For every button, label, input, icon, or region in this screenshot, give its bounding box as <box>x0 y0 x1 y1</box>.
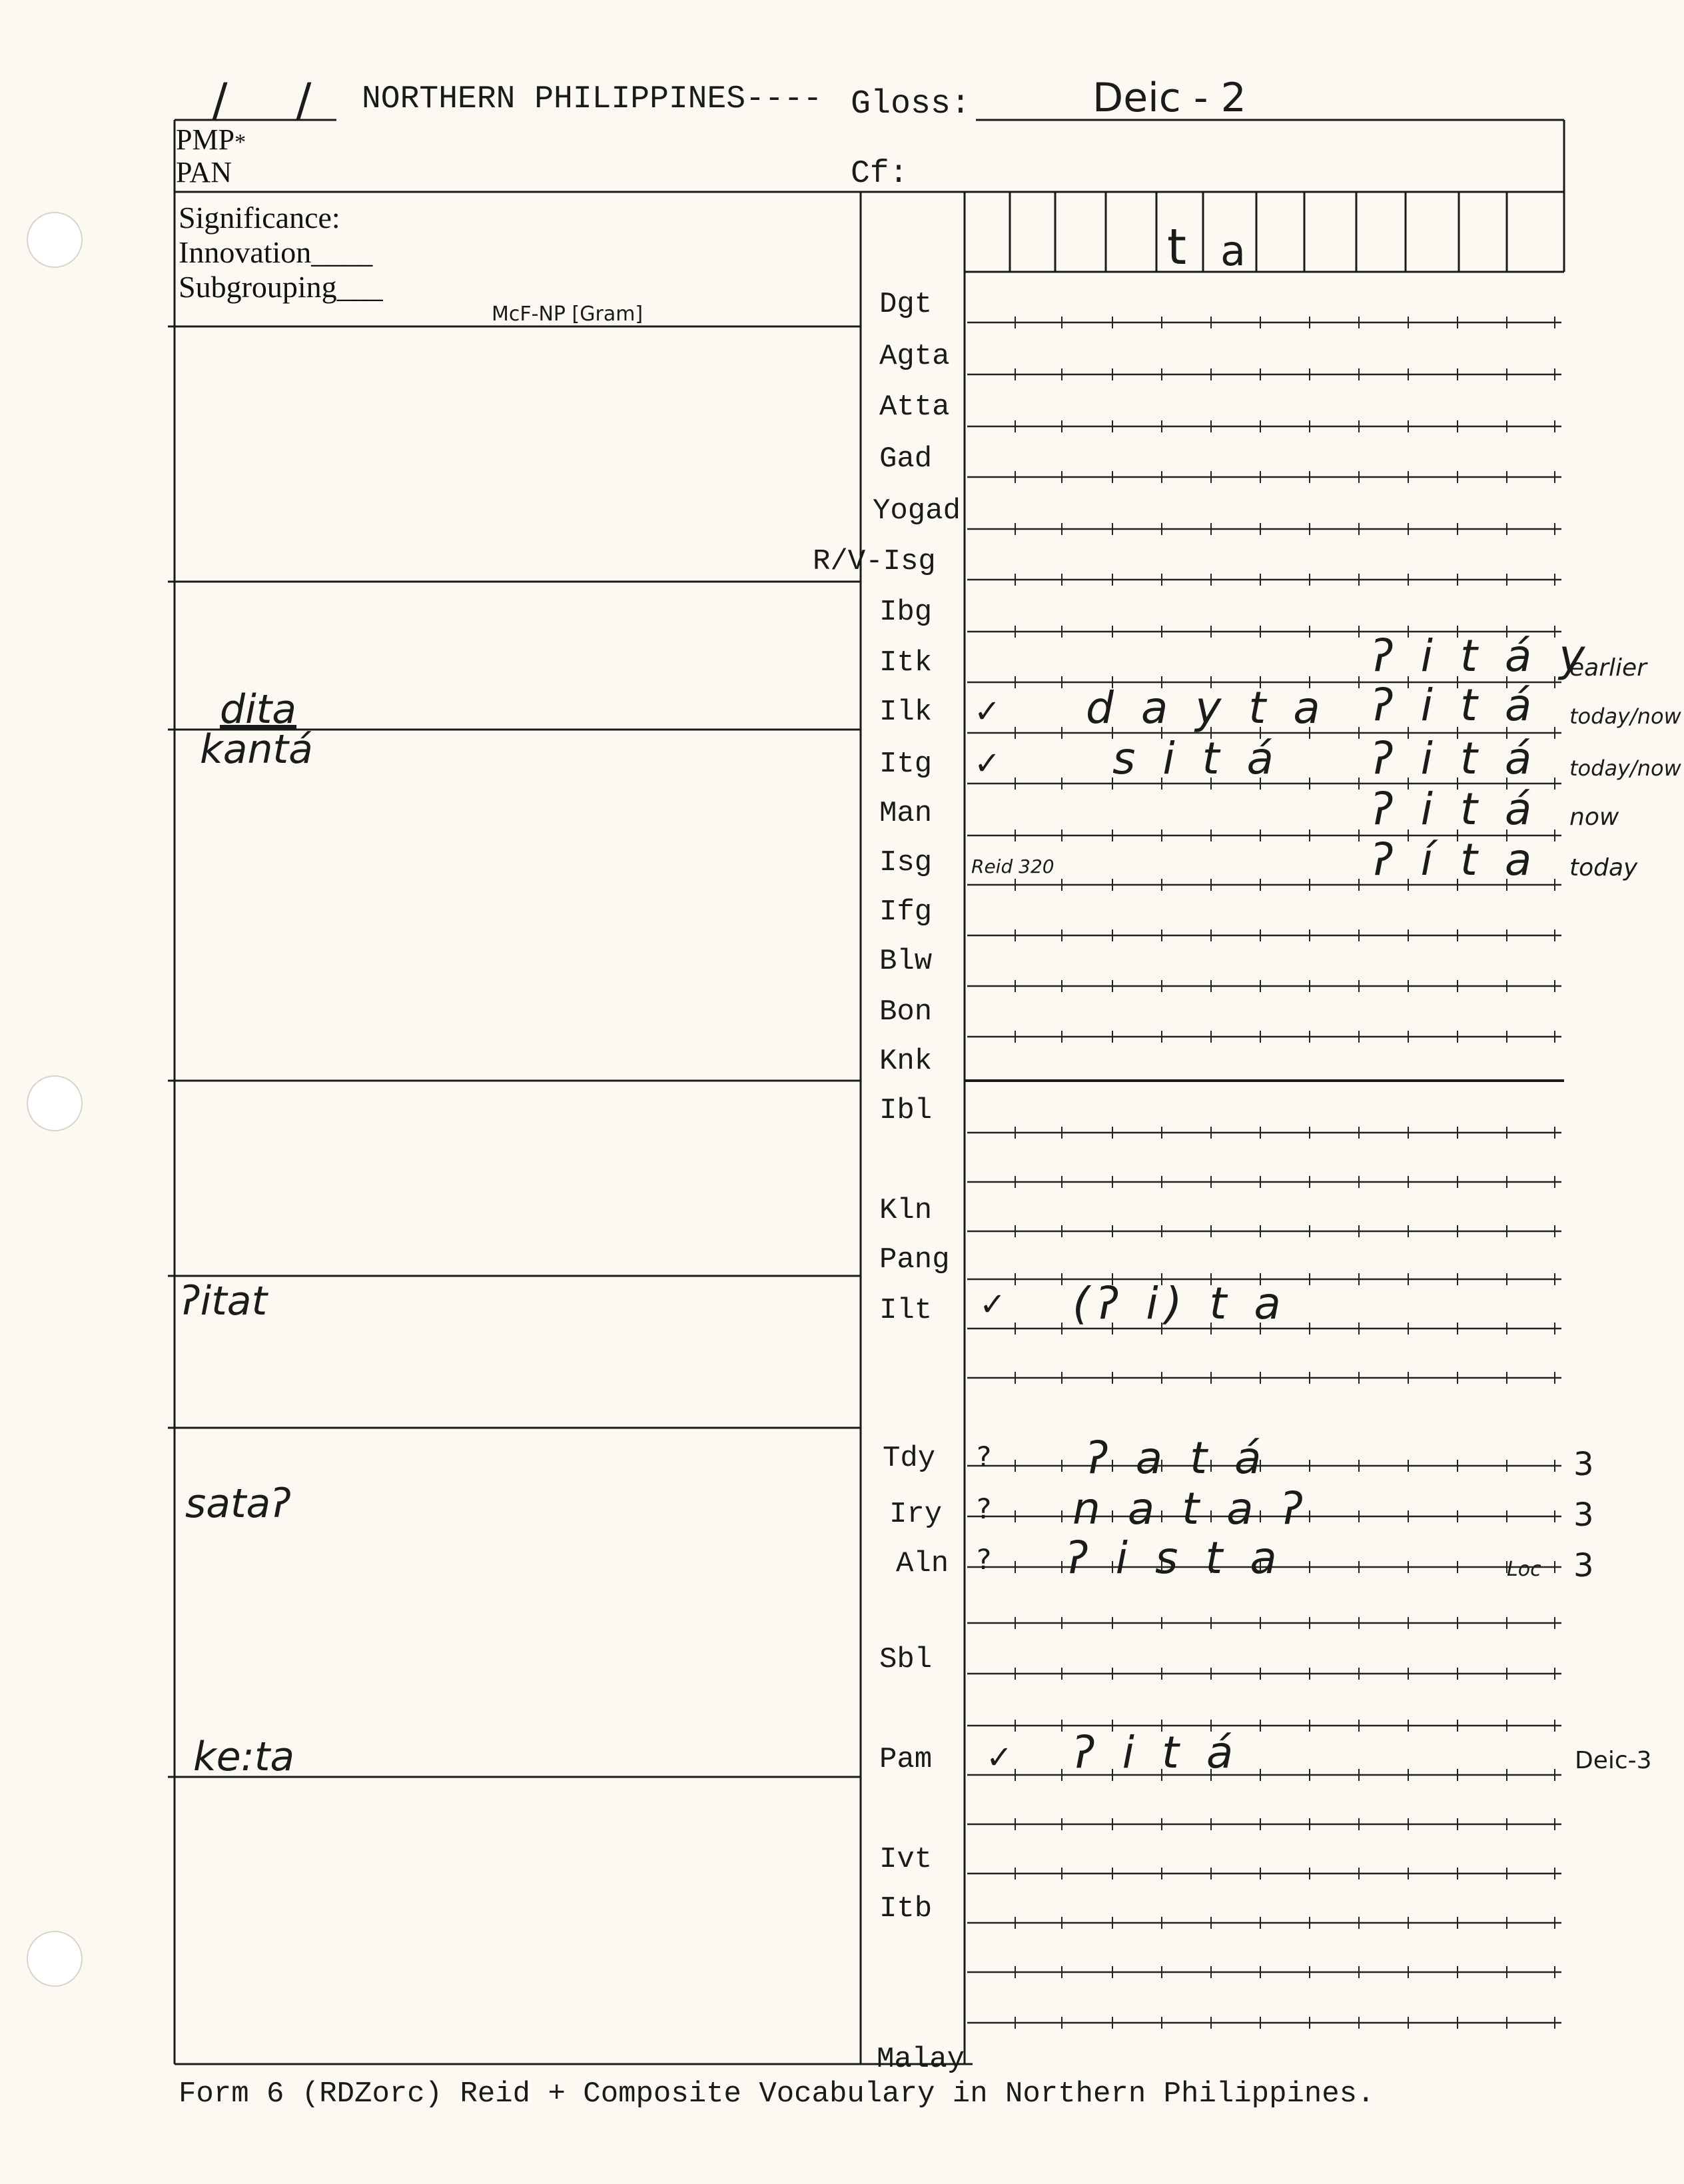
entry-man-form-right: ʔ i t á <box>1371 784 1539 835</box>
lang-rv-isg: R/V-Isg <box>813 545 936 578</box>
entry-itg-form-right: ʔ i t á <box>1371 733 1539 784</box>
entry-ilk-form-right: ʔ i t á <box>1371 680 1539 731</box>
lang-pam: Pam <box>879 1743 933 1776</box>
entry-pam-note: Deic-3 <box>1575 1747 1652 1774</box>
lang-dgt: Dgt <box>879 288 933 321</box>
entry-aln-note-prefix: Loc <box>1507 1558 1541 1581</box>
lang-man: Man <box>879 797 933 830</box>
lang-itk: Itk <box>879 646 933 680</box>
lang-bon: Bon <box>879 995 933 1029</box>
entry-itg-note: today/now <box>1569 756 1681 781</box>
lang-malay: Malay <box>877 2043 965 2076</box>
entry-isg-ref: Reid 320 <box>971 855 1054 877</box>
entry-iry-mark: ? <box>977 1492 992 1525</box>
entry-ilk-form-left: d a y t a <box>1086 682 1327 734</box>
form-title: NORTHERN PHILIPPINES---- <box>362 81 823 117</box>
form-footer: Form 6 (RDZorc) Reid + Composite Vocabulary in Northern Philippines. <box>179 2077 1375 2111</box>
pmp-text: PMP <box>176 123 235 156</box>
lang-iry: Iry <box>889 1498 943 1531</box>
lang-itg: Itg <box>879 748 933 781</box>
source-note: McF-NP [Gram] <box>492 302 643 326</box>
lang-aln: Aln <box>896 1547 949 1580</box>
lang-knk: Knk <box>879 1045 933 1078</box>
lang-tdy: Tdy <box>883 1442 936 1475</box>
reconstruction-letter-2: a <box>1220 227 1246 275</box>
lang-isg: Isg <box>879 846 933 879</box>
entry-iry-note: 3 <box>1573 1496 1594 1534</box>
lang-blw: Blw <box>879 945 933 978</box>
entry-itk-note: earlier <box>1569 654 1647 682</box>
lang-ilt: Ilt <box>879 1294 933 1327</box>
entry-iry-form-left: n a t a ʔ <box>1072 1483 1310 1534</box>
lang-kln: Kln <box>879 1194 933 1227</box>
entry-itg-form-left: s i t á <box>1112 733 1280 784</box>
entry-ilk-note: today/now <box>1569 704 1681 729</box>
cf-label: Cf: <box>851 156 909 192</box>
lang-ibg: Ibg <box>879 596 933 629</box>
entry-aln-mark: ? <box>977 1543 992 1576</box>
lang-pang: Pang <box>879 1243 950 1277</box>
pmp-star: * <box>234 130 246 155</box>
left-form-kanta: kantá <box>200 726 313 773</box>
entry-ilt-form-left: (ʔ i) t a <box>1072 1278 1288 1329</box>
left-form-keta: ke:ta <box>193 1734 295 1780</box>
gloss-label: Gloss: <box>851 85 971 123</box>
subgrouping-label: Subgrouping___ <box>179 270 383 304</box>
lang-ifg: Ifg <box>879 895 933 929</box>
entry-tdy-mark: ? <box>977 1440 992 1473</box>
entry-isg-note: today <box>1569 854 1638 881</box>
slash-marks: / / <box>212 73 338 128</box>
entry-tdy-note: 3 <box>1573 1446 1594 1483</box>
entry-man-note: now <box>1569 804 1619 831</box>
pan-label: PAN <box>176 156 232 189</box>
lang-gad: Gad <box>879 442 933 476</box>
pmp-label <box>176 123 246 157</box>
entry-itk-form: ʔ i t á y <box>1371 630 1592 682</box>
reconstruction-letter-1: t <box>1167 219 1187 276</box>
significance-title: Significance: <box>179 201 340 235</box>
entry-pam-mark: ✓ <box>986 1739 1013 1776</box>
entry-ilt-mark: ✓ <box>979 1286 1007 1323</box>
lang-atta: Atta <box>879 390 950 424</box>
lang-yogad: Yogad <box>873 494 961 528</box>
left-form-sata: sataʔ <box>185 1480 291 1527</box>
entry-aln-note: 3 <box>1573 1547 1594 1584</box>
entry-isg-form-right: ʔ í t a <box>1371 834 1539 885</box>
lang-ibl: Ibl <box>879 1094 933 1127</box>
gloss-value: Deic - 2 <box>1092 75 1246 121</box>
lang-itb: Itb <box>879 1892 933 1925</box>
lang-sbl: Sbl <box>879 1643 933 1676</box>
lang-agta: Agta <box>879 340 950 373</box>
lang-ilk: Ilk <box>879 696 933 729</box>
innovation-label: Innovation____ <box>179 235 373 269</box>
entry-aln-form-left: ʔ i s t a <box>1066 1532 1284 1584</box>
entry-itg-mark: ✓ <box>974 745 1001 782</box>
entry-pam-form-left: ʔ i t á <box>1072 1727 1240 1778</box>
lang-ivt: Ivt <box>879 1843 933 1876</box>
entry-ilk-mark: ✓ <box>974 693 1001 730</box>
entry-tdy-form-left: ʔ a t á <box>1086 1432 1268 1484</box>
left-form-dita: dita <box>220 686 297 733</box>
left-form-itat: ʔitat <box>180 1278 268 1325</box>
